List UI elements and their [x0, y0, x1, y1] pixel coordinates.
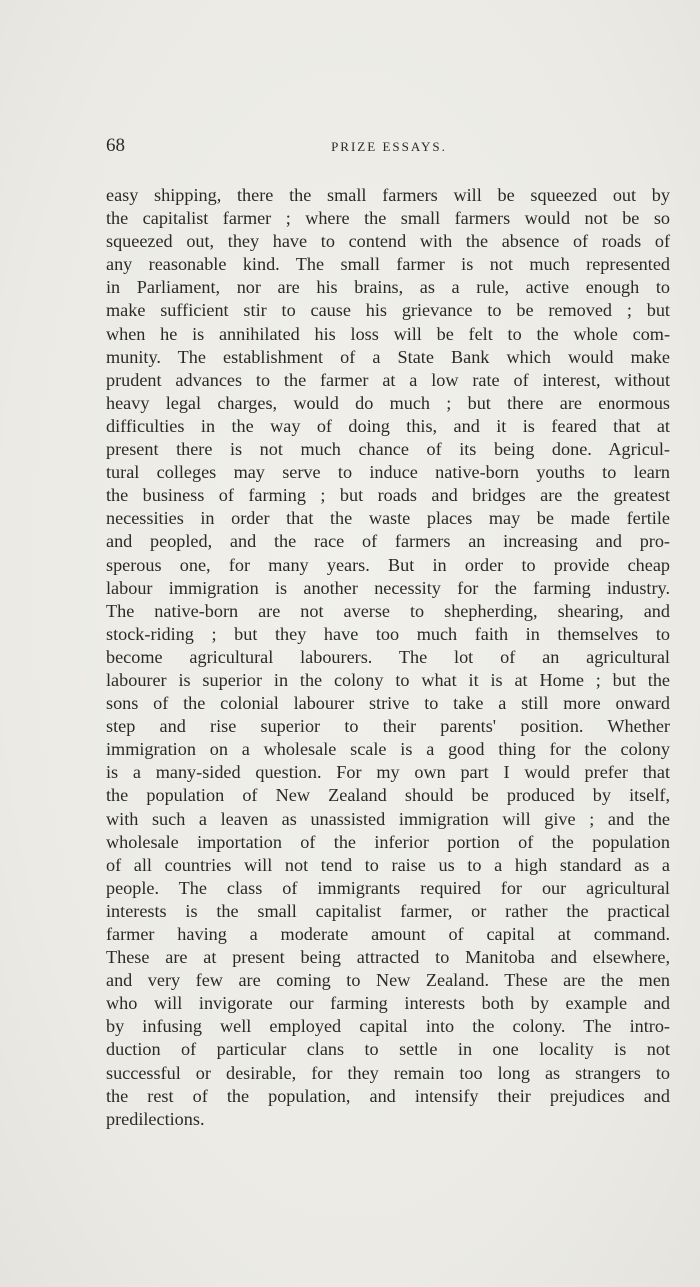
running-title: PRIZE ESSAYS. — [331, 139, 447, 154]
text-line: make sufficient stir to cause his grievance to be removed ; but — [106, 300, 670, 321]
text-line: present there is not much chance of its being done. Agricul- — [106, 439, 670, 460]
page-header — [106, 134, 672, 158]
text-line: is a many-sided question. For my own part I would prefer that — [106, 762, 670, 783]
text-line: The native-born are not averse to shepherding, shearing, and — [106, 600, 670, 621]
text-line: munity. The establishment of a State Bank which would make — [106, 346, 670, 367]
text-line: in Parliament, nor are his brains, as a rule, active enough to — [106, 277, 670, 298]
text-line: who will invigorate our farming interests both by example and — [106, 993, 670, 1014]
text-line: duction of particular clans to settle in one locality is not — [106, 1039, 670, 1060]
text-line: any reasonable kind. The small farmer is not much represented — [106, 254, 670, 275]
text-line: easy shipping, there the small farmers will be squeezed out by — [106, 185, 670, 205]
text-line: immigration on a wholesale scale is a good thing for the colony — [106, 739, 670, 760]
text-line: the rest of the population, and intensify their prejudices and — [106, 1085, 670, 1106]
text-line: of all countries will not tend to raise us to a high standard as a — [106, 854, 670, 875]
text-line: step and rise superior to their parents' position. Whether — [106, 716, 670, 737]
text-line: prudent advances to the farmer at a low rate of interest, without — [106, 369, 670, 390]
page-number: 68 — [106, 135, 125, 156]
text-line: successful or desirable, for they remain too long as strangers to — [106, 1062, 670, 1083]
text-line: These are at present being attracted to Manitoba and elsewhere, — [106, 947, 670, 968]
text-line: the business of farming ; but roads and bridges are the greatest — [106, 485, 670, 506]
text-line: stock-riding ; but they have too much faith in themselves to — [106, 623, 670, 644]
text-line: heavy legal charges, would do much ; but there are enormous — [106, 392, 670, 413]
text-line: farmer having a moderate amount of capital at command. — [106, 924, 670, 944]
text-line: labour immigration is another necessity for the farming industry. — [106, 577, 670, 598]
text-line: sons of the colonial labourer strive to take a still more onward — [106, 693, 670, 714]
text-line: when he is annihilated his loss will be felt to the whole com- — [106, 323, 670, 344]
text-line: by infusing well employed capital into the colony. The intro- — [106, 1016, 670, 1037]
text-line: necessities in order that the waste places may be made fertile — [106, 508, 670, 529]
text-line: wholesale importation of the inferior portion of the population — [106, 831, 670, 852]
text-line: labourer is superior in the colony to what it is at Home ; but the — [106, 669, 670, 690]
text-line: squeezed out, they have to contend with the absence of roads of — [106, 231, 670, 252]
text-line: difficulties in the way of doing this, and it is feared that at — [106, 415, 670, 436]
text-line: tural colleges may serve to induce native-born youths to learn — [106, 462, 670, 483]
text-line: the capitalist farmer ; where the small farmers would not be so — [106, 208, 670, 229]
text-line: predilections. — [106, 1108, 205, 1129]
text-line: with such a leaven as unassisted immigration will give ; and the — [106, 808, 670, 829]
text-line: people. The class of immigrants required for our agricultural — [106, 877, 670, 898]
text-line: interests is the small capitalist farmer, or rather the practical — [106, 900, 670, 921]
text-line: and peopled, and the race of farmers an increasing and pro- — [106, 531, 670, 552]
text-line: become agricultural labourers. The lot of an agricultural — [106, 646, 670, 667]
text-line: sperous one, for many years. But in order to provide cheap — [106, 554, 670, 575]
text-line: the population of New Zealand should be produced by itself, — [106, 785, 670, 806]
body-text — [106, 184, 670, 1131]
text-line: and very few are coming to New Zealand. These are the men — [106, 970, 670, 991]
